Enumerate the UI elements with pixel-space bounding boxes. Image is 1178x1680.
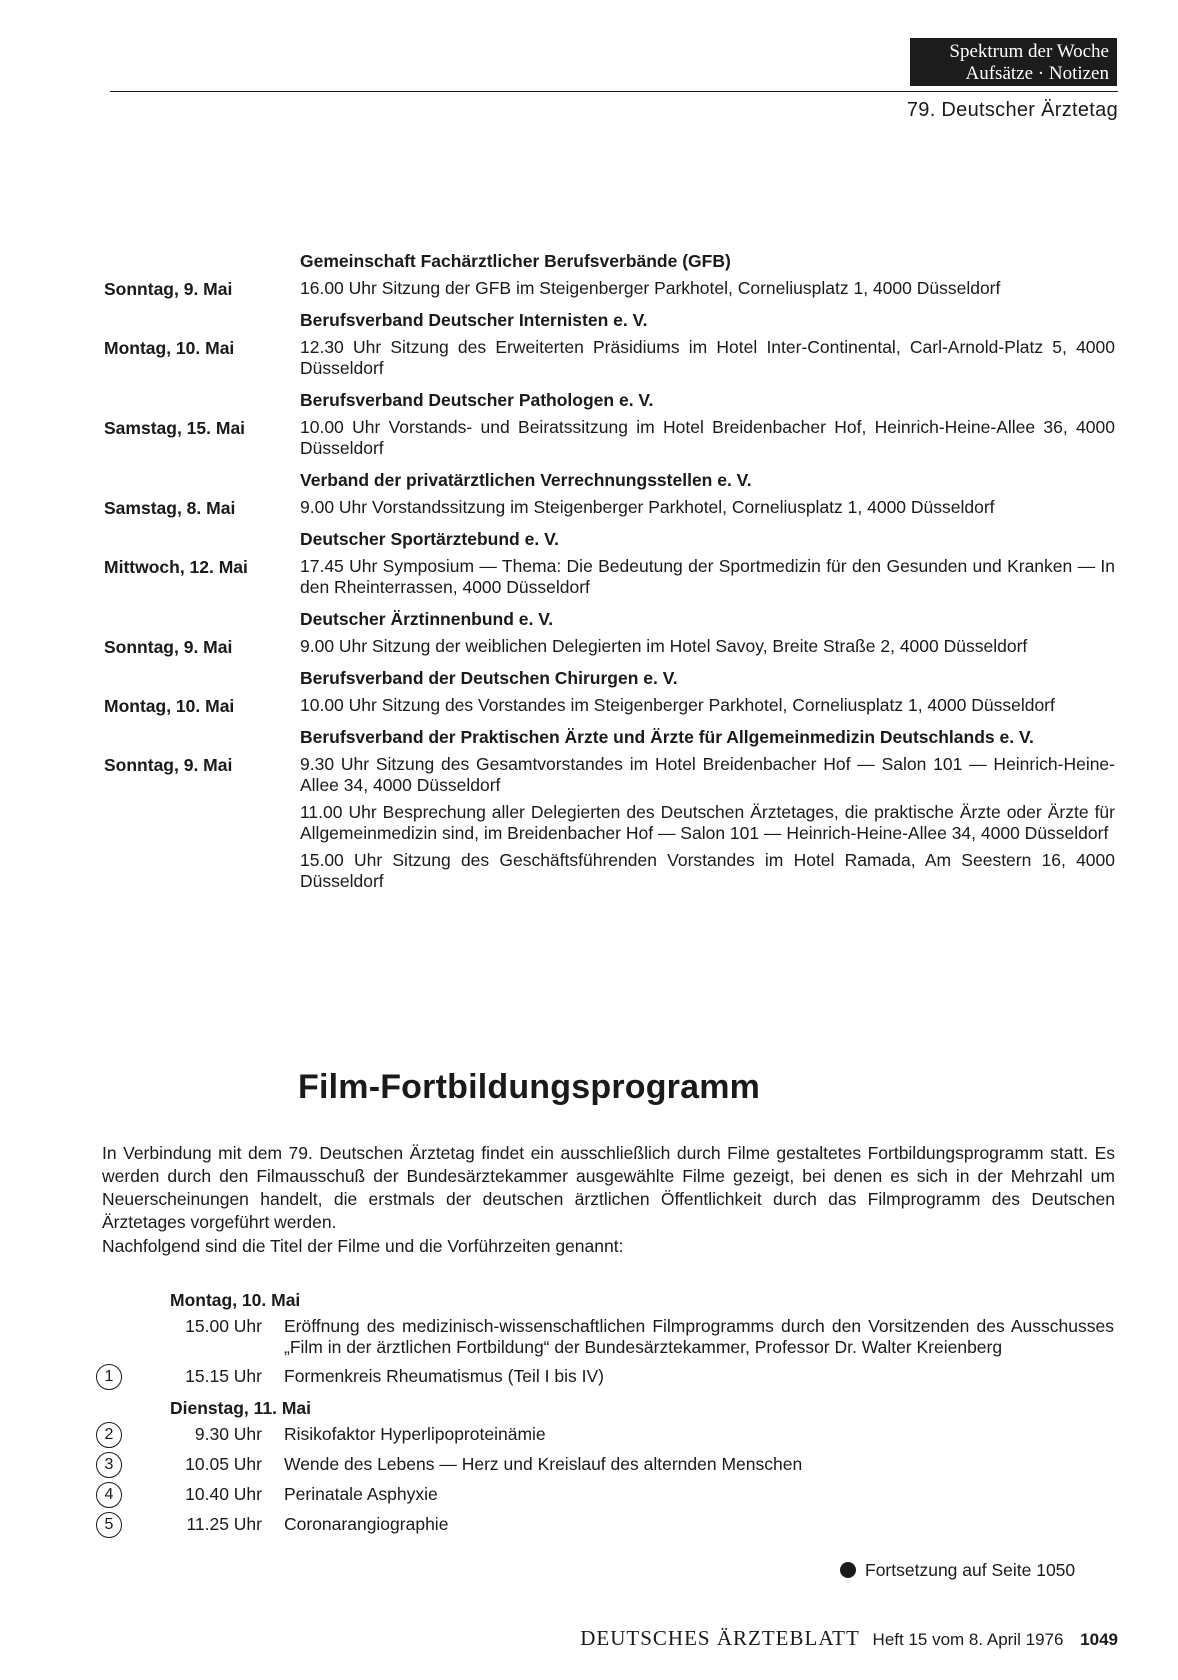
film-time: 15.00 Uhr bbox=[185, 1316, 262, 1336]
badge-line-2: Aufsätze · Notizen bbox=[965, 63, 1109, 84]
film-title: Coronarangiographie bbox=[284, 1514, 449, 1534]
film-number-badge: 2 bbox=[96, 1422, 122, 1448]
schedule-group bbox=[0, 389, 1178, 459]
schedule-group bbox=[0, 667, 1178, 716]
schedule-group bbox=[0, 726, 1178, 892]
schedule-entry bbox=[0, 337, 1178, 379]
schedule-group bbox=[0, 250, 1178, 299]
schedule-group bbox=[0, 309, 1178, 379]
badge-line-1: Spektrum der Woche bbox=[949, 41, 1109, 62]
film-number-badge: 5 bbox=[96, 1512, 122, 1538]
page-number: 1049 bbox=[1080, 1630, 1118, 1649]
meeting-details: 10.00 Uhr Vorstands- und Beiratssitzung im Hotel Breidenbacher Hof, Heinrich-Heine-Allee 36, 4000 Düsseldorf bbox=[300, 417, 1115, 458]
organization-name: Gemeinschaft Fachärztlicher Berufsverbände (GFB) bbox=[300, 251, 731, 271]
meeting-details: 12.30 Uhr Sitzung des Erweiterten Präsidiums im Hotel Inter-Continental, Carl-Arnold-Platz 5, 4000 Düsseldorf bbox=[300, 337, 1115, 378]
schedule-entry bbox=[0, 850, 1178, 892]
organization-name: Deutscher Sportärztebund e. V. bbox=[300, 529, 559, 549]
meeting-date: Montag, 10. Mai bbox=[104, 696, 235, 716]
film-title: Perinatale Asphyxie bbox=[284, 1484, 438, 1504]
organization-name: Deutscher Ärztinnenbund e. V. bbox=[300, 609, 554, 629]
organization-name: Berufsverband der Praktischen Ärzte und Ärzte für Allgemeinmedizin Deutschlands e. V. bbox=[300, 727, 1034, 747]
film-day-heading: Dienstag, 11. Mai bbox=[170, 1398, 312, 1418]
meeting-date: Samstag, 15. Mai bbox=[104, 418, 246, 438]
meeting-date: Mittwoch, 12. Mai bbox=[104, 557, 248, 577]
meeting-date: Sonntag, 9. Mai bbox=[104, 279, 233, 299]
continuation-note bbox=[840, 1560, 1075, 1581]
film-number-badge: 1 bbox=[96, 1364, 122, 1390]
schedule-entry bbox=[0, 497, 1178, 518]
film-program-list bbox=[0, 1288, 1178, 1544]
film-day-heading: Montag, 10. Mai bbox=[170, 1290, 301, 1310]
section-badge bbox=[910, 38, 1117, 86]
film-entry bbox=[0, 1366, 1178, 1388]
film-time: 15.15 Uhr bbox=[185, 1366, 262, 1386]
meeting-details: 15.00 Uhr Sitzung des Geschäftsführenden Vorstandes im Hotel Ramada, Am Seestern 16, 4000 Düsseldorf bbox=[300, 850, 1115, 891]
schedule-group bbox=[0, 528, 1178, 598]
issue-info: Heft 15 vom 8. April 1976 bbox=[872, 1630, 1064, 1649]
page-footer bbox=[580, 1626, 1118, 1651]
schedule-group bbox=[0, 608, 1178, 657]
film-section-title: Film-Fortbildungsprogramm bbox=[298, 1068, 761, 1106]
meeting-date: Sonntag, 9. Mai bbox=[104, 755, 233, 775]
film-number-badge: 4 bbox=[96, 1482, 122, 1508]
organization-name: Berufsverband der Deutschen Chirurgen e. V. bbox=[300, 668, 678, 688]
schedule-entry bbox=[0, 636, 1178, 657]
film-entry bbox=[0, 1454, 1178, 1476]
film-title: Eröffnung des medizinisch-wissenschaftlichen Filmprogramms durch den Vorsitzenden des Ausschusses „Film in der ärztlichen Fortbildung“ der Bundesärztekammer, Professor Dr. Walter Kreienberg bbox=[284, 1316, 1114, 1357]
film-entry bbox=[0, 1484, 1178, 1506]
journal-name: DEUTSCHES ÄRZTEBLATT bbox=[580, 1626, 860, 1650]
meeting-details: 9.00 Uhr Sitzung der weiblichen Delegierten im Hotel Savoy, Breite Straße 2, 4000 Düsseldorf bbox=[300, 636, 1028, 656]
schedule-entry bbox=[0, 556, 1178, 598]
schedule-entry bbox=[0, 417, 1178, 459]
continuation-text: Fortsetzung auf Seite 1050 bbox=[865, 1560, 1076, 1580]
film-time: 11.25 Uhr bbox=[186, 1514, 262, 1534]
film-number-badge: 3 bbox=[96, 1452, 122, 1478]
organization-name: Berufsverband Deutscher Pathologen e. V. bbox=[300, 390, 654, 410]
film-time: 10.40 Uhr bbox=[185, 1484, 262, 1504]
meeting-details: 11.00 Uhr Besprechung aller Delegierten des Deutschen Ärztetages, die praktische Ärzte oder Ärzte für Allgemeinmedizin sind, im Breidenbacher Hof — Salon 101 — Heinrich-Heine-Allee 34, 4000 Düsseldorf bbox=[300, 802, 1115, 843]
meeting-details: 16.00 Uhr Sitzung der GFB im Steigenberger Parkhotel, Corneliusplatz 1, 4000 Düsseldorf bbox=[300, 278, 1001, 298]
organization-name: Berufsverband Deutscher Internisten e. V. bbox=[300, 310, 648, 330]
organization-name: Verband der privatärztlichen Verrechnungsstellen e. V. bbox=[300, 470, 752, 490]
meeting-date: Sonntag, 9. Mai bbox=[104, 637, 233, 657]
meeting-schedule bbox=[0, 250, 1178, 902]
film-intro-lead: Nachfolgend sind die Titel der Filme und die Vorführzeiten genannt: bbox=[102, 1236, 624, 1256]
schedule-entry bbox=[0, 802, 1178, 844]
meeting-details: 9.00 Uhr Vorstandssitzung im Steigenberger Parkhotel, Corneliusplatz 1, 4000 Düsseldorf bbox=[300, 497, 995, 517]
meeting-date: Samstag, 8. Mai bbox=[104, 498, 236, 518]
film-time: 9.30 Uhr bbox=[194, 1424, 262, 1444]
meeting-details: 9.30 Uhr Sitzung des Gesamtvorstandes im Hotel Breidenbacher Hof — Salon 101 — Heinrich-Heine-Allee 34, 4000 Düsseldorf bbox=[300, 754, 1115, 795]
meeting-date: Montag, 10. Mai bbox=[104, 338, 235, 358]
film-title: Risikofaktor Hyperlipoproteinämie bbox=[284, 1424, 546, 1444]
meeting-details: 10.00 Uhr Sitzung des Vorstandes im Steigenberger Parkhotel, Corneliusplatz 1, 4000 Düsseldorf bbox=[300, 695, 1055, 715]
film-title: Formenkreis Rheumatismus (Teil I bis IV) bbox=[284, 1366, 604, 1386]
meeting-details: 17.45 Uhr Symposium — Thema: Die Bedeutung der Sportmedizin für den Gesunden und Kranken — In den Rheinterrassen, 4000 Düsseldorf bbox=[300, 556, 1115, 597]
film-time: 10.05 Uhr bbox=[185, 1454, 262, 1474]
film-entry bbox=[0, 1424, 1178, 1446]
bullet-dot-icon bbox=[840, 1562, 856, 1578]
schedule-entry bbox=[0, 754, 1178, 796]
schedule-entry bbox=[0, 278, 1178, 299]
film-title: Wende des Lebens — Herz und Kreislauf des alternden Menschen bbox=[284, 1454, 803, 1474]
section-title: 79. Deutscher Ärztetag bbox=[906, 99, 1118, 121]
film-entry bbox=[0, 1514, 1178, 1536]
film-intro-paragraph: In Verbindung mit dem 79. Deutschen Ärztetag findet ein ausschließlich durch Filme gestaltetes Fortbildungsprogramm statt. Es werden durch den Filmausschuß der Bundesärztekammer ausgewählte Filme gezeigt, bei denen es sich in der Mehrzahl um Neuerscheinungen handelt, die erstmals der deutschen ärztlichen Öffentlichkeit durch das Filmprogramm des Deutschen Ärztetages vorgeführt werden. bbox=[102, 1143, 1115, 1232]
schedule-entry bbox=[0, 695, 1178, 716]
header-rule bbox=[110, 91, 1118, 92]
film-entry bbox=[0, 1316, 1178, 1358]
schedule-group bbox=[0, 469, 1178, 518]
